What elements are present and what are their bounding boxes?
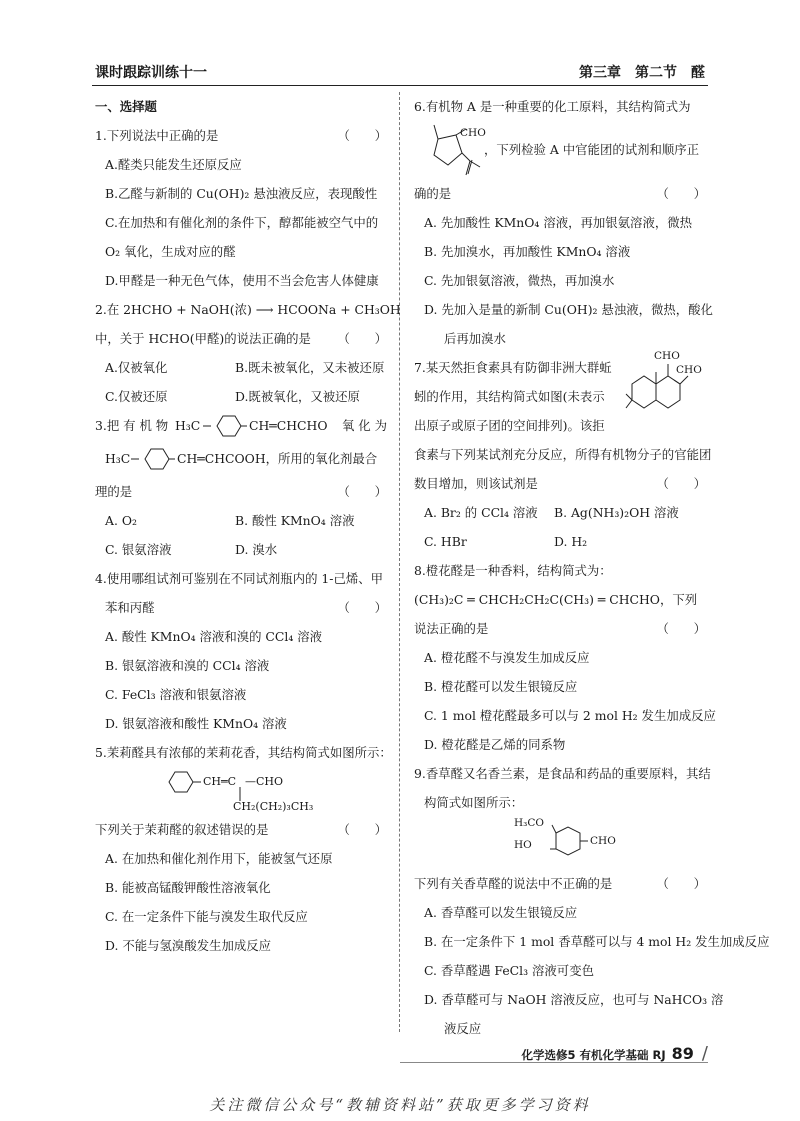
q9-hydroxy: HO	[514, 839, 532, 851]
q5-ch-eq-c: CH═C	[203, 775, 237, 788]
q6-stem-cont: ，下列检验 A 中官能团的试剂和顺序正	[484, 142, 700, 157]
q2-options-cd: C.仅被还原 D.既被氧化，又被还原	[105, 389, 360, 404]
q9-stem-end: 下列有关香草醛的说法中不正确的是 （ ）	[414, 869, 706, 898]
q6-option-a: A. 先加酸性 KMnO₄ 溶液，再加银氨溶液，微热	[424, 215, 693, 230]
q8-option-c: C. 1 mol 橙花醛最多可以与 2 mol H₂ 发生加成反应	[424, 708, 716, 723]
q7-stem-5: 数目增加，则该试剂是 （ ）	[414, 469, 706, 498]
left-column	[95, 92, 401, 960]
footer-book-title: 化学选修5 有机化学基础 RJ	[521, 1048, 666, 1062]
q9-cho: CHO	[590, 835, 616, 847]
header-title: 课时跟踪训练十一	[95, 65, 207, 81]
q3-options-cd: C. 银氨溶液 D. 溴水	[105, 542, 278, 557]
q9-stem-cont: 构简式如图所示：	[424, 795, 524, 810]
footer-slash: /	[701, 1043, 708, 1064]
q4-option-b: B. 银氨溶液和溴的 CCl₄ 溶液	[105, 658, 270, 673]
q5-bond	[238, 787, 242, 801]
q7-cho-side: CHO	[676, 364, 702, 376]
answer-blank[interactable]: （ ）	[337, 128, 387, 143]
q8-stem-cont: 说法正确的是 （ ）	[414, 614, 706, 643]
q1-stem: 1.下列说法中正确的是 （ ）	[95, 121, 387, 150]
q4-option-c: C. FeCl₃ 溶液和银氨溶液	[105, 687, 247, 702]
q9-methoxy: H₃CO	[514, 817, 545, 829]
q7-options-cd: C. HBr D. H₂	[424, 534, 588, 549]
q5-option-b: B. 能被高锰酸钾酸性溶液氧化	[105, 880, 271, 895]
q1-option-c-cont: O₂ 氧化，生成对应的醛	[105, 244, 236, 259]
q3-benzene-ring-2	[131, 446, 175, 472]
q9-stem: 9.香草醛又名香兰素，是食品和药品的重要原料，其结	[414, 766, 711, 781]
q3-benzene-ring-1	[203, 413, 247, 439]
header-rule	[92, 85, 708, 86]
column-divider	[399, 92, 400, 1032]
q5-stem-cont: 下列关于茉莉醛的叙述错误的是 （ ）	[95, 815, 387, 844]
answer-blank[interactable]: （ ）	[656, 621, 706, 636]
answer-blank[interactable]: （ ）	[337, 331, 387, 346]
q2-stem-cont: 中，关于 HCHO(甲醛)的说法正确的是 （ ）	[95, 324, 387, 353]
page-footer	[522, 1043, 709, 1064]
q7-stem-2: 蚓的作用，其结构简式如图(未表示	[414, 389, 605, 404]
answer-blank[interactable]: （ ）	[337, 600, 387, 615]
q7-cho-top: CHO	[654, 350, 680, 362]
q5-option-d: D. 不能与氢溴酸发生加成反应	[105, 938, 272, 953]
q8-option-a: A. 橙花醛不与溴发生加成反应	[424, 650, 590, 665]
q9-option-d-cont: 液反应	[444, 1021, 482, 1036]
answer-blank[interactable]: （ ）	[656, 476, 706, 491]
q3-stem: 3.把 有 机 物 H₃C CH═CHCHO 氧 化 为	[95, 411, 387, 441]
answer-blank[interactable]: （ ）	[656, 876, 706, 891]
q5-jasminaldehyde-structure	[95, 767, 387, 815]
q7-stem: 7.某天然拒食素具有防御非洲大群蚯	[414, 360, 612, 375]
q5-option-a: A. 在加热和催化剂作用下，能被氢气还原	[105, 851, 333, 866]
q9-option-b: B. 在一定条件下 1 mol 香草醛可以与 4 mol H₂ 发生加成反应	[424, 934, 770, 949]
q4-stem-cont: 苯和丙醛 （ ）	[95, 593, 387, 622]
q6-option-d-cont: 后再加溴水	[444, 331, 506, 346]
q9-benzene-ring	[536, 821, 588, 867]
q8-option-d: D. 橙花醛是乙烯的同系物	[424, 737, 566, 752]
q6-stem: 6.有机物 A 是一种重要的化工原料，其结构简式为	[414, 99, 691, 114]
q7-stem-3: 出原子或原子团的空间排列)。该拒	[414, 418, 605, 433]
q1-option-c: C.在加热和有催化剂的条件下，醇都能被空气中的	[105, 215, 379, 230]
q6-option-b: B. 先加溴水，再加酸性 KMnO₄ 溶液	[424, 244, 631, 259]
q6-option-d: D. 先加入是量的新制 Cu(OH)₂ 悬浊液，微热，酸化	[424, 302, 713, 317]
q6-structure-line	[414, 121, 706, 179]
footer-rule	[400, 1062, 708, 1063]
q1-option-a: A.醛类只能发生还原反应	[105, 157, 242, 172]
q9-option-c: C. 香草醛遇 FeCl₃ 溶液可变色	[424, 963, 594, 978]
answer-blank[interactable]: （ ）	[656, 186, 706, 201]
q4-stem: 4.使用哪组试剂可鉴别在不同试剂瓶内的 1-己烯、甲	[95, 571, 384, 586]
q9-option-a: A. 香草醛可以发生银镜反应	[424, 905, 578, 920]
q6-cho: CHO	[460, 127, 486, 139]
page-number: 89	[671, 1044, 694, 1063]
q1-option-b: B.乙醛与新制的 Cu(OH)₂ 悬浊液反应，表现酸性	[105, 186, 378, 201]
answer-blank[interactable]: （ ）	[337, 484, 387, 499]
q3-options-ab: A. O₂ B. 酸性 KMnO₄ 溶液	[105, 513, 355, 528]
header-chapter: 第三章 第二节 醛	[579, 65, 705, 81]
q5-option-c: C. 在一定条件下能与溴发生取代反应	[105, 909, 308, 924]
q8-option-b: B. 橙花醛可以发生银镜反应	[424, 679, 578, 694]
q3-oxidize-to: 氧 化 为	[341, 418, 387, 433]
q7-options-ab: A. Br₂ 的 CCl₄ 溶液 B. Ag(NH₃)₂OH 溶液	[424, 505, 679, 520]
q2-stem: 2.在 2HCHO + NaOH(浓) ⟶ HCOONa + CH₃OH	[95, 302, 401, 317]
q3-product-methyl: H₃C	[105, 451, 131, 466]
q1-option-d: D.甲醛是一种无色气体，使用不当会危害人体健康	[105, 273, 379, 288]
q5-chain: CH₂(CH₂)₃CH₃	[233, 800, 314, 813]
q8-stem: 8.橙花醛是一种香料，结构简式为：	[414, 563, 612, 578]
q9-vanillin-structure	[414, 817, 706, 869]
q5-benzene-ring	[165, 769, 201, 795]
q3-reactant-methyl: H₃C	[175, 418, 201, 433]
q9-option-d: D. 香草醛可与 NaOH 溶液反应，也可与 NaHCO₃ 溶	[424, 992, 724, 1007]
q6-stem-end: 确的是 （ ）	[414, 179, 706, 208]
q3-product-chain: CH═CHCOOH，所用的氧化剂最合	[177, 451, 378, 466]
q5-cho: —CHO	[245, 775, 284, 788]
q4-option-a: A. 酸性 KMnO₄ 溶液和溴的 CCl₄ 溶液	[105, 629, 323, 644]
q4-option-d: D. 银氨溶液和酸性 KMnO₄ 溶液	[105, 716, 287, 731]
right-column	[414, 92, 770, 1043]
q2-options-ab: A.仅被氧化 B.既未被氧化，又未被还原	[105, 360, 385, 375]
q3-reactant-chain: CH═CHCHO	[249, 418, 328, 433]
q5-stem: 5.茉莉醛具有浓郁的茉莉花香，其结构简式如图所示：	[95, 745, 392, 760]
q8-formula: (CH₃)₂C ═ CHCH₂CH₂C(CH₃) ═ CHCHO，下列	[414, 592, 698, 607]
watermark-text: 关注微信公众号“教辅资料站”获取更多学习资料	[209, 1096, 591, 1114]
q6-option-c: C. 先加银氨溶液，微热，再加溴水	[424, 273, 615, 288]
section-title: 一、选择题	[95, 99, 157, 114]
answer-blank[interactable]: （ ）	[337, 822, 387, 837]
q7-stem-4: 食素与下列某试剂充分反应，所得有机物分子的官能团	[414, 447, 712, 462]
q3-product	[95, 441, 387, 477]
q3-stem-end: 理的是 （ ）	[95, 477, 387, 506]
